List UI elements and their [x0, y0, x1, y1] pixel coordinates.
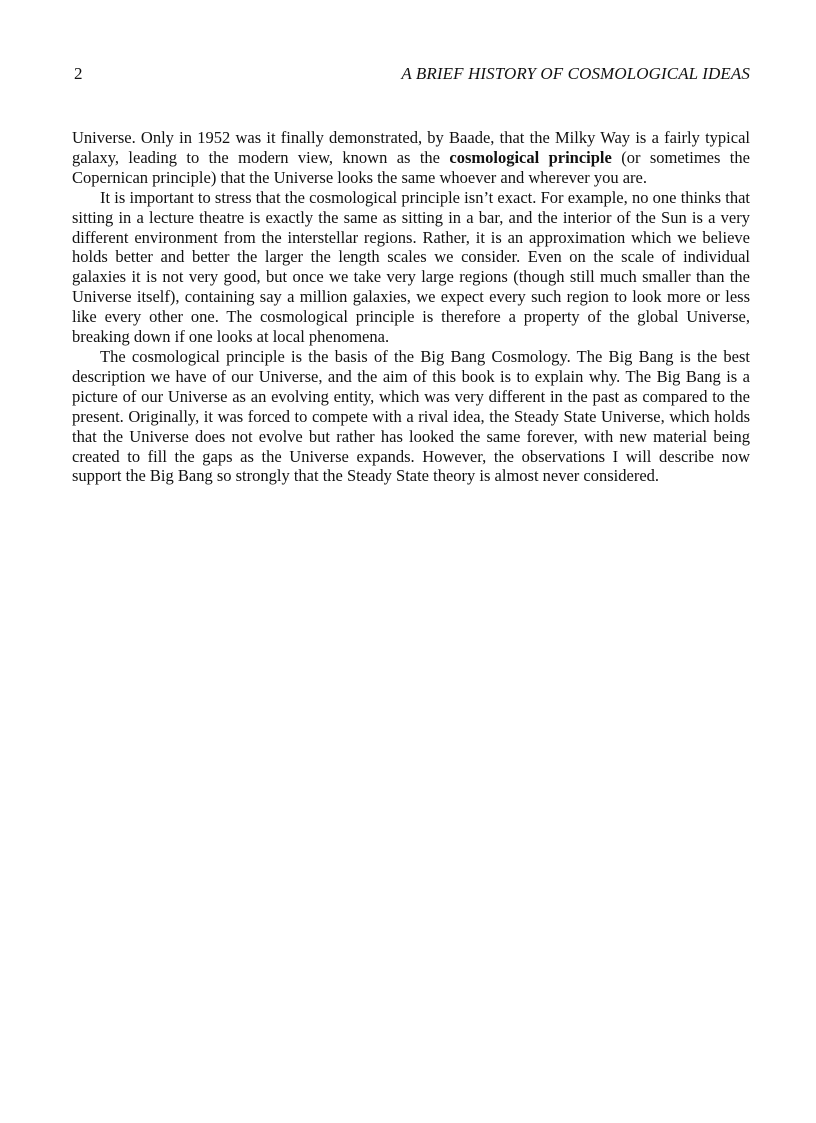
- running-header: [72, 56, 748, 84]
- body-text: [72, 128, 750, 486]
- page-number: 2: [74, 64, 83, 83]
- paragraph-2: It is important to stress that the cosmological principle isn’t exact. For example, no one thinks that sitting in a lecture theatre is exactly the same as sitting in a bar, and the interior of the Sun is a very different environment from the interstellar regions. Rather, it is an approximation which we believe holds better and better the larger the length scales we consider. Even on the scale of individual galaxies it is not very good, but once we take very large regions (though still much smaller than the Universe itself), containing say a million galaxies, we expect every such region to look more or less like every other one. The cosmological principle is therefore a property of the global Universe, breaking down if one looks at local phenomena.: [72, 187, 750, 347]
- paragraph-1-text-end: (or sometimes the Copernican principle) that the Universe looks the same whoever and wherever you are.: [72, 147, 750, 187]
- paragraph-1: [72, 128, 750, 188]
- bold-term-cosmological-principle: cosmological principle: [449, 147, 612, 167]
- paragraph-3: The cosmological principle is the basis of the Big Bang Cosmology. The Big Bang is the best description we have of our Universe, and the aim of this book is to explain why. The Big Bang is a picture of our Universe as an evolving entity, which was very different in the past as compared to the present. Originally, it was forced to compete with a rival idea, the Steady State Universe, which holds that the Universe does not evolve but rather has looked the same forever, with new material being created to fill the gaps as the Universe expands. However, the observations I will describe now support the Big Bang so strongly that the Steady State theory is almost never considered.: [72, 346, 750, 486]
- running-title: A BRIEF HISTORY OF COSMOLOGICAL IDEAS: [401, 64, 750, 83]
- book-page: [72, 56, 748, 486]
- paragraph-1-text-start: Universe. Only in 1952 was it finally demonstrated, by Baade, that the Milky Way is a fairly typical galaxy, leading to the modern view, known as the: [72, 128, 750, 167]
